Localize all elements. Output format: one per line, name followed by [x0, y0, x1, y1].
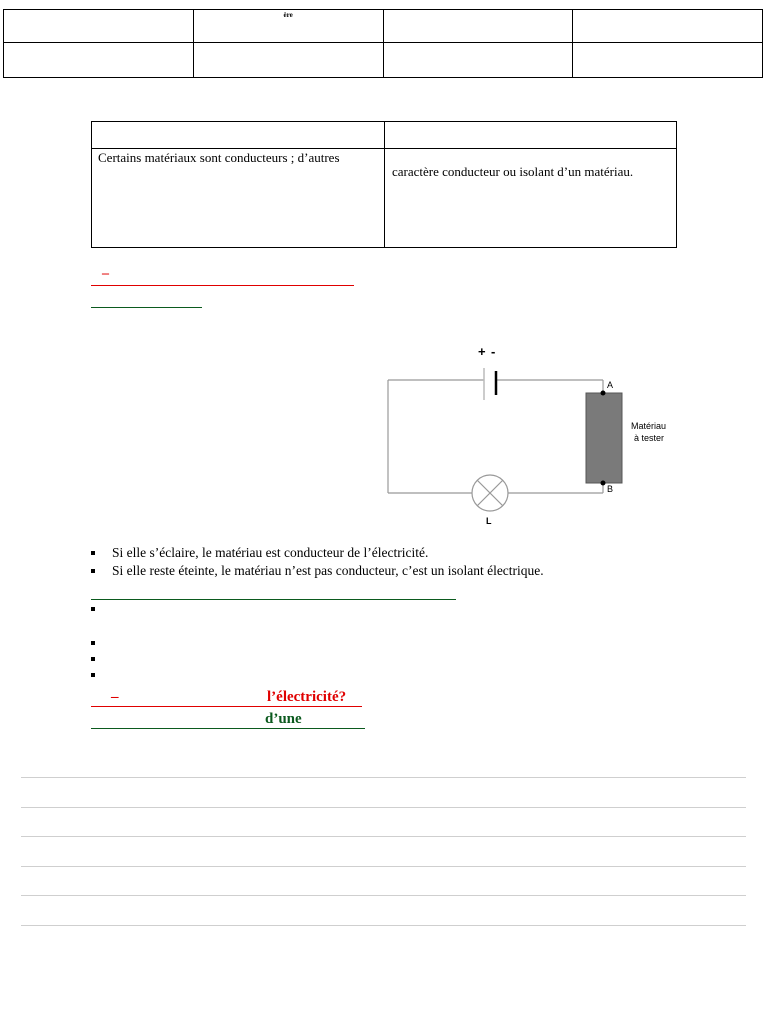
lamp-label: L	[486, 516, 492, 526]
superscript-ere: ère	[283, 11, 293, 19]
bullet-icon	[91, 607, 95, 611]
result-text: Si elle s’éclaire, le matériau est conducteur de l’électricité.	[112, 545, 429, 560]
bullet-icon	[91, 569, 95, 573]
point-a-dot	[601, 391, 606, 396]
answer-line	[21, 895, 746, 896]
answer-line	[21, 925, 746, 926]
section2-dash: –	[111, 689, 119, 705]
result-item	[91, 545, 428, 561]
point-a-label: A	[607, 380, 614, 390]
header-table	[3, 9, 763, 78]
answer-line	[21, 866, 746, 867]
answer-line	[21, 777, 746, 778]
objective-right-cell	[385, 149, 677, 248]
objective-left-text: Certains matériaux sont conducteurs ; d’autres	[98, 150, 340, 165]
section1-underline	[91, 285, 354, 286]
header-cell	[4, 10, 194, 43]
battery-minus-label: -	[491, 344, 496, 359]
result-item	[91, 563, 544, 579]
header-cell	[573, 43, 763, 78]
bullet-icon	[91, 673, 95, 677]
header-cell	[383, 43, 573, 78]
section2-underline	[91, 706, 362, 707]
point-b-label: B	[607, 484, 614, 494]
bullet-icon	[91, 551, 95, 555]
objective-header-left	[92, 122, 385, 149]
section2-sub-underline	[91, 728, 365, 729]
section1-sub-underline	[91, 307, 202, 308]
objective-left-cell	[92, 149, 385, 248]
result-text: Si elle reste éteinte, le matériau n’est pas conducteur, c’est un isolant électrique.	[112, 563, 544, 578]
header-cell	[4, 43, 194, 78]
objective-table	[91, 121, 677, 248]
bullet-icon	[91, 657, 95, 661]
section2-subtitle-end: d’une	[265, 711, 302, 727]
material-label-line1: Matériau	[631, 421, 667, 431]
battery-plus-label: +	[478, 344, 486, 359]
header-cell	[193, 43, 383, 78]
bullet-icon	[91, 641, 95, 645]
answer-line	[21, 836, 746, 837]
circuit-diagram	[380, 340, 680, 530]
header-cell-level	[193, 10, 383, 43]
material-block	[586, 393, 622, 483]
answer-line	[21, 807, 746, 808]
point-b-dot	[601, 481, 606, 486]
section2-title-end: l’électricité?	[267, 689, 347, 705]
material-label-line2: à tester	[634, 433, 665, 443]
objective-right-text: caractère conducteur ou isolant d’un matériau.	[392, 164, 634, 179]
header-cell	[383, 10, 573, 43]
section1-dash: –	[102, 266, 109, 281]
conclusion-underline	[91, 599, 456, 600]
objective-header-right	[385, 122, 677, 149]
header-cell	[573, 10, 763, 43]
